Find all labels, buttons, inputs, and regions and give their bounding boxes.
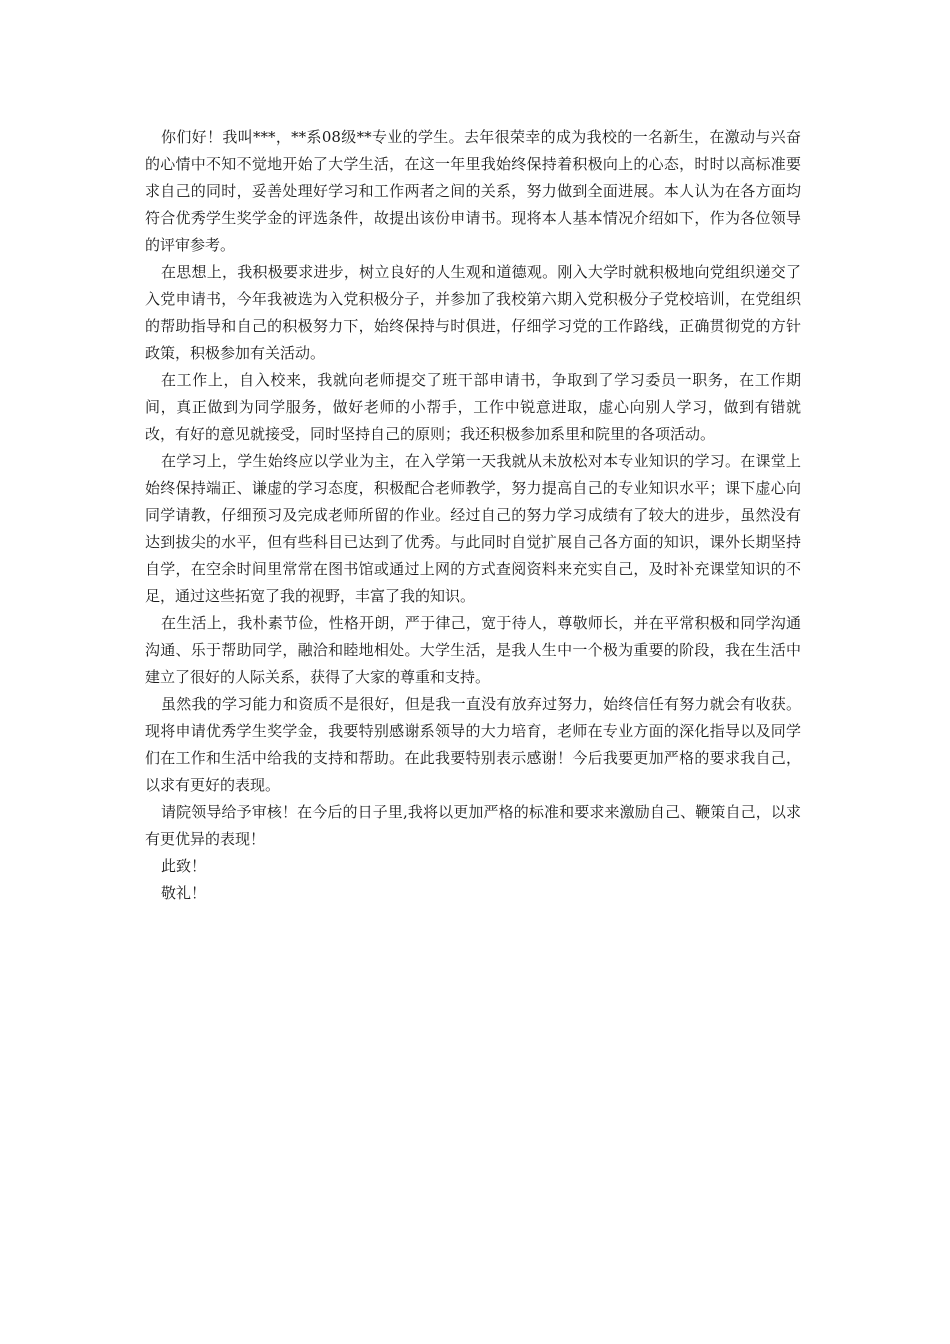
paragraph-thanks: 虽然我的学习能力和资质不是很好，但是我一直没有放弃过努力，始终信任有努力就会有收获。现将申请优秀学生奖学金，我要特别感谢系领导的大力培育，老师在专业方面的深化指导以及同学们在工作和生活中给我的支持和帮助。在此我要特别表示感谢！今后我要更加严格的要求我自己，以求有更好的表现。 xyxy=(145,695,801,794)
paragraph-ideology: 在思想上，我积极要求进步，树立良好的人生观和道德观。刚入大学时就积极地向党组织递交了入党申请书，今年我被选为入党积极分子，并参加了我校第六期入党积极分子党校培训，在党组织的帮助指导和自己的积极努力下，始终保持与时俱进，仔细学习党的工作路线，正确贯彻党的方针政策，积极参加有关活动。 xyxy=(145,263,801,362)
paragraph-intro: 你们好！我叫***，**系08级**专业的学生。去年很荣幸的成为我校的一名新生，在激动与兴奋的心情中不知不觉地开始了大学生活，在这一年里我始终保持着积极向上的心态，时时以高标准要求自己的同时，妥善处理好学习和工作两者之间的关系，努力做到全面进展。本人认为在各方面均符合优秀学生奖学金的评选条件，故提出该份申请书。现将本人基本情况介绍如下，作为各位领导的评审参考。 xyxy=(145,128,801,254)
closing-salutation: 此致！ xyxy=(161,857,207,875)
paragraph-life: 在生活上，我朴素节俭，性格开朗，严于律己，宽于待人，尊敬师长，并在平常积极和同学沟通沟通、乐于帮助同学，融洽和睦地相处。大学生活，是我人生中一个极为重要的阶段，我在生活中建立了很好的人际关系，获得了大家的尊重和支持。 xyxy=(145,614,801,686)
closing-regards: 敬礼！ xyxy=(161,884,207,902)
paragraph-study: 在学习上，学生始终应以学业为主，在入学第一天我就从未放松对本专业知识的学习。在课堂上始终保持端正、谦虚的学习态度，积极配合老师教学，努力提高自己的专业知识水平；课下虚心向同学请教，仔细预习及完成老师所留的作业。经过自己的努力学习成绩有了较大的进步，虽然没有达到拔尖的水平，但有些科目已达到了优秀。与此同时自觉扩展自己各方面的知识，课外长期坚持自学，在空余时间里常常在图书馆或通过上网的方式查阅资料来充实自己，及时补充课堂知识的不足，通过这些拓宽了我的视野，丰富了我的知识。 xyxy=(145,452,801,605)
paragraph-work: 在工作上，自入校来，我就向老师提交了班干部申请书，争取到了学习委员一职务，在工作期间，真正做到为同学服务，做好老师的小帮手，工作中锐意进取，虚心向别人学习，做到有错就改，有好的意见就接受，同时坚持自己的原则；我还积极参加系里和院里的各项活动。 xyxy=(145,371,801,443)
paragraph-request: 请院领导给予审核！在今后的日子里,我将以更加严格的标准和要求来激励自己、鞭策自己，以求有更优异的表现！ xyxy=(145,803,801,848)
letter-body xyxy=(145,124,801,907)
